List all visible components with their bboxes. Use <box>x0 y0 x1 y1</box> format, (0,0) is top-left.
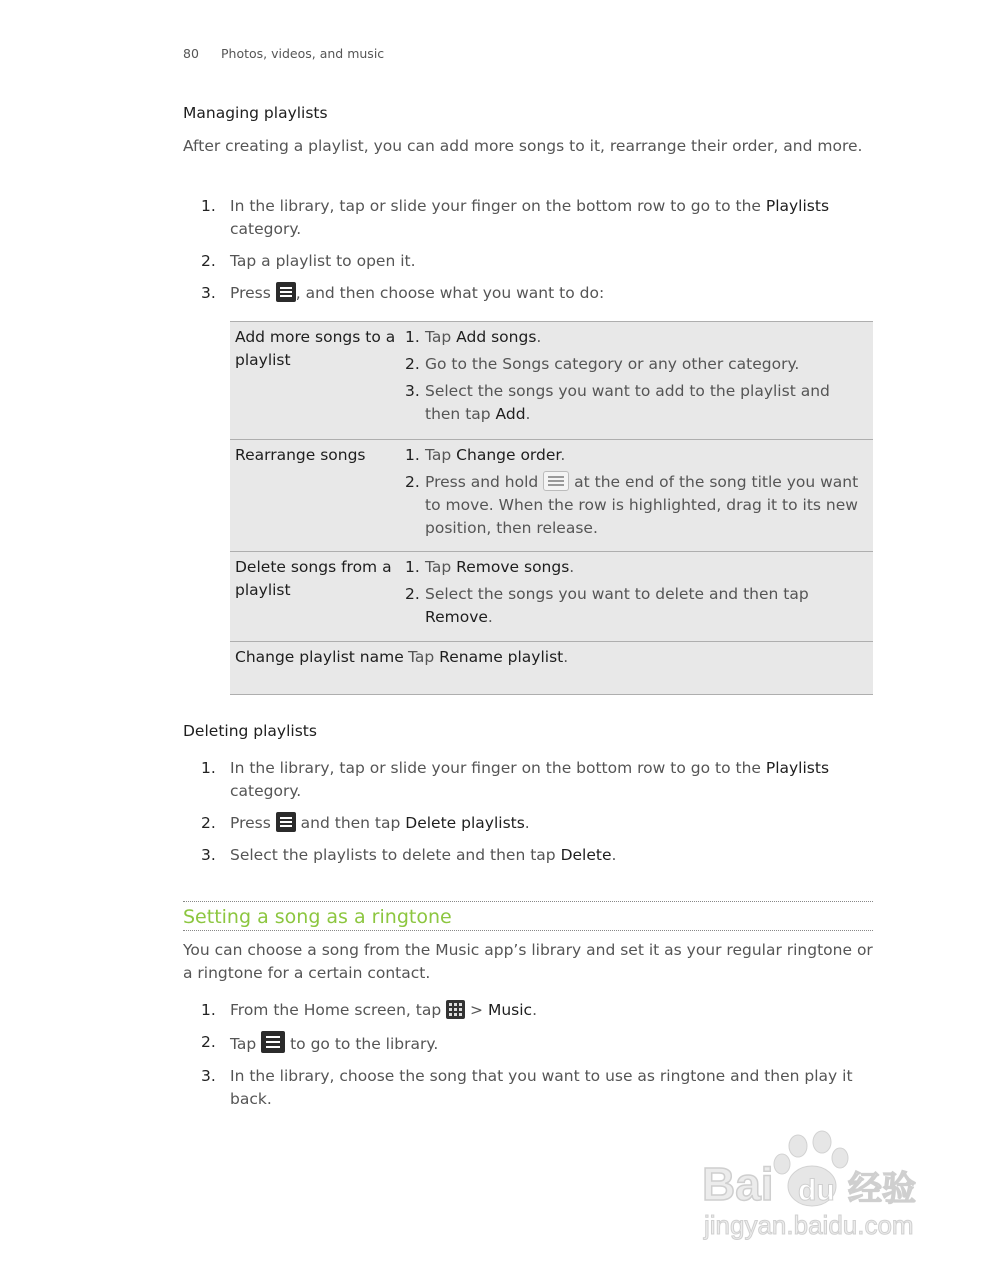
library-icon <box>261 1031 285 1053</box>
list-item: 2. Tap to go to the library. <box>201 1033 439 1053</box>
list-item: 1. In the library, tap or slide your finger on the bottom row to go to the Playlists category. <box>201 197 830 238</box>
ringtone-section-heading: Setting a song as a ringtone <box>183 906 452 928</box>
list-item: 1. In the library, tap or slide your finger on the bottom row to go to the Playlists category. <box>201 759 830 800</box>
list-item: 3. Select the songs you want to add to the playlist and then tap Add. <box>405 382 830 423</box>
svg-text:经验: 经验 <box>848 1169 916 1209</box>
deleting-steps <box>201 757 873 867</box>
list-item: 2. Press and then tap Delete playlists. <box>201 814 530 832</box>
list-item: 3. In the library, choose the song that you want to use as ringtone and then play it back. <box>201 1067 853 1108</box>
playlist-options-table <box>230 321 873 695</box>
list-item: 3. Press , and then choose what you want to do: <box>201 284 605 302</box>
list-item: 2. Select the songs you want to delete and then tap Remove. <box>405 585 809 626</box>
list-item: 1. From the Home screen, tap > Music. <box>201 1001 538 1019</box>
option-label: Change playlist name <box>235 648 404 666</box>
managing-playlists-heading: Managing playlists <box>183 104 328 122</box>
svg-text:du: du <box>798 1174 835 1207</box>
drag-handle-icon <box>543 471 569 491</box>
baidu-jingyan-watermark <box>700 1128 935 1248</box>
managing-steps <box>201 195 873 305</box>
option-label: Rearrange songs <box>235 446 366 464</box>
menu-icon <box>276 812 296 832</box>
deleting-playlists-heading: Deleting playlists <box>183 722 317 740</box>
table-row <box>230 440 873 552</box>
option-label: Add more songs to a playlist <box>235 328 396 369</box>
list-item: 1. Tap Change order. <box>405 446 566 464</box>
running-header <box>183 46 384 61</box>
all-apps-icon <box>446 1000 465 1019</box>
page-number: 80 <box>183 46 199 61</box>
managing-intro: After creating a playlist, you can add more songs to it, rearrange their order, and more. <box>183 137 863 155</box>
list-item: 2. Go to the Songs category or any other category. <box>405 355 800 373</box>
option-label: Delete songs from a playlist <box>235 558 392 599</box>
section-divider-bottom <box>183 930 873 931</box>
ringtone-steps <box>201 999 873 1111</box>
menu-icon <box>276 282 296 302</box>
chapter-title: Photos, videos, and music <box>221 46 385 61</box>
ringtone-intro: You can choose a song from the Music app’s library and set it as your regular ringtone or a ringtone for a certain contact. <box>183 941 873 982</box>
section-divider-top <box>183 901 873 902</box>
list-item: 2. Press and hold at the end of the song title you want to move. When the row is highlighted, drag it to its new position, then release. <box>405 473 859 537</box>
table-row: Change playlist name Tap Rename playlist. <box>230 642 873 695</box>
list-item: 2. Tap a playlist to open it. <box>201 252 416 270</box>
list-item: 1. Tap Remove songs. <box>405 558 575 576</box>
table-row <box>230 322 873 440</box>
list-item: 3. Select the playlists to delete and then tap Delete. <box>201 846 617 864</box>
svg-text:jingyan.baidu.com: jingyan.baidu.com <box>704 1210 914 1240</box>
table-row <box>230 552 873 642</box>
svg-text:Bai: Bai <box>702 1158 774 1210</box>
list-item: 1. Tap Add songs. <box>405 328 542 346</box>
